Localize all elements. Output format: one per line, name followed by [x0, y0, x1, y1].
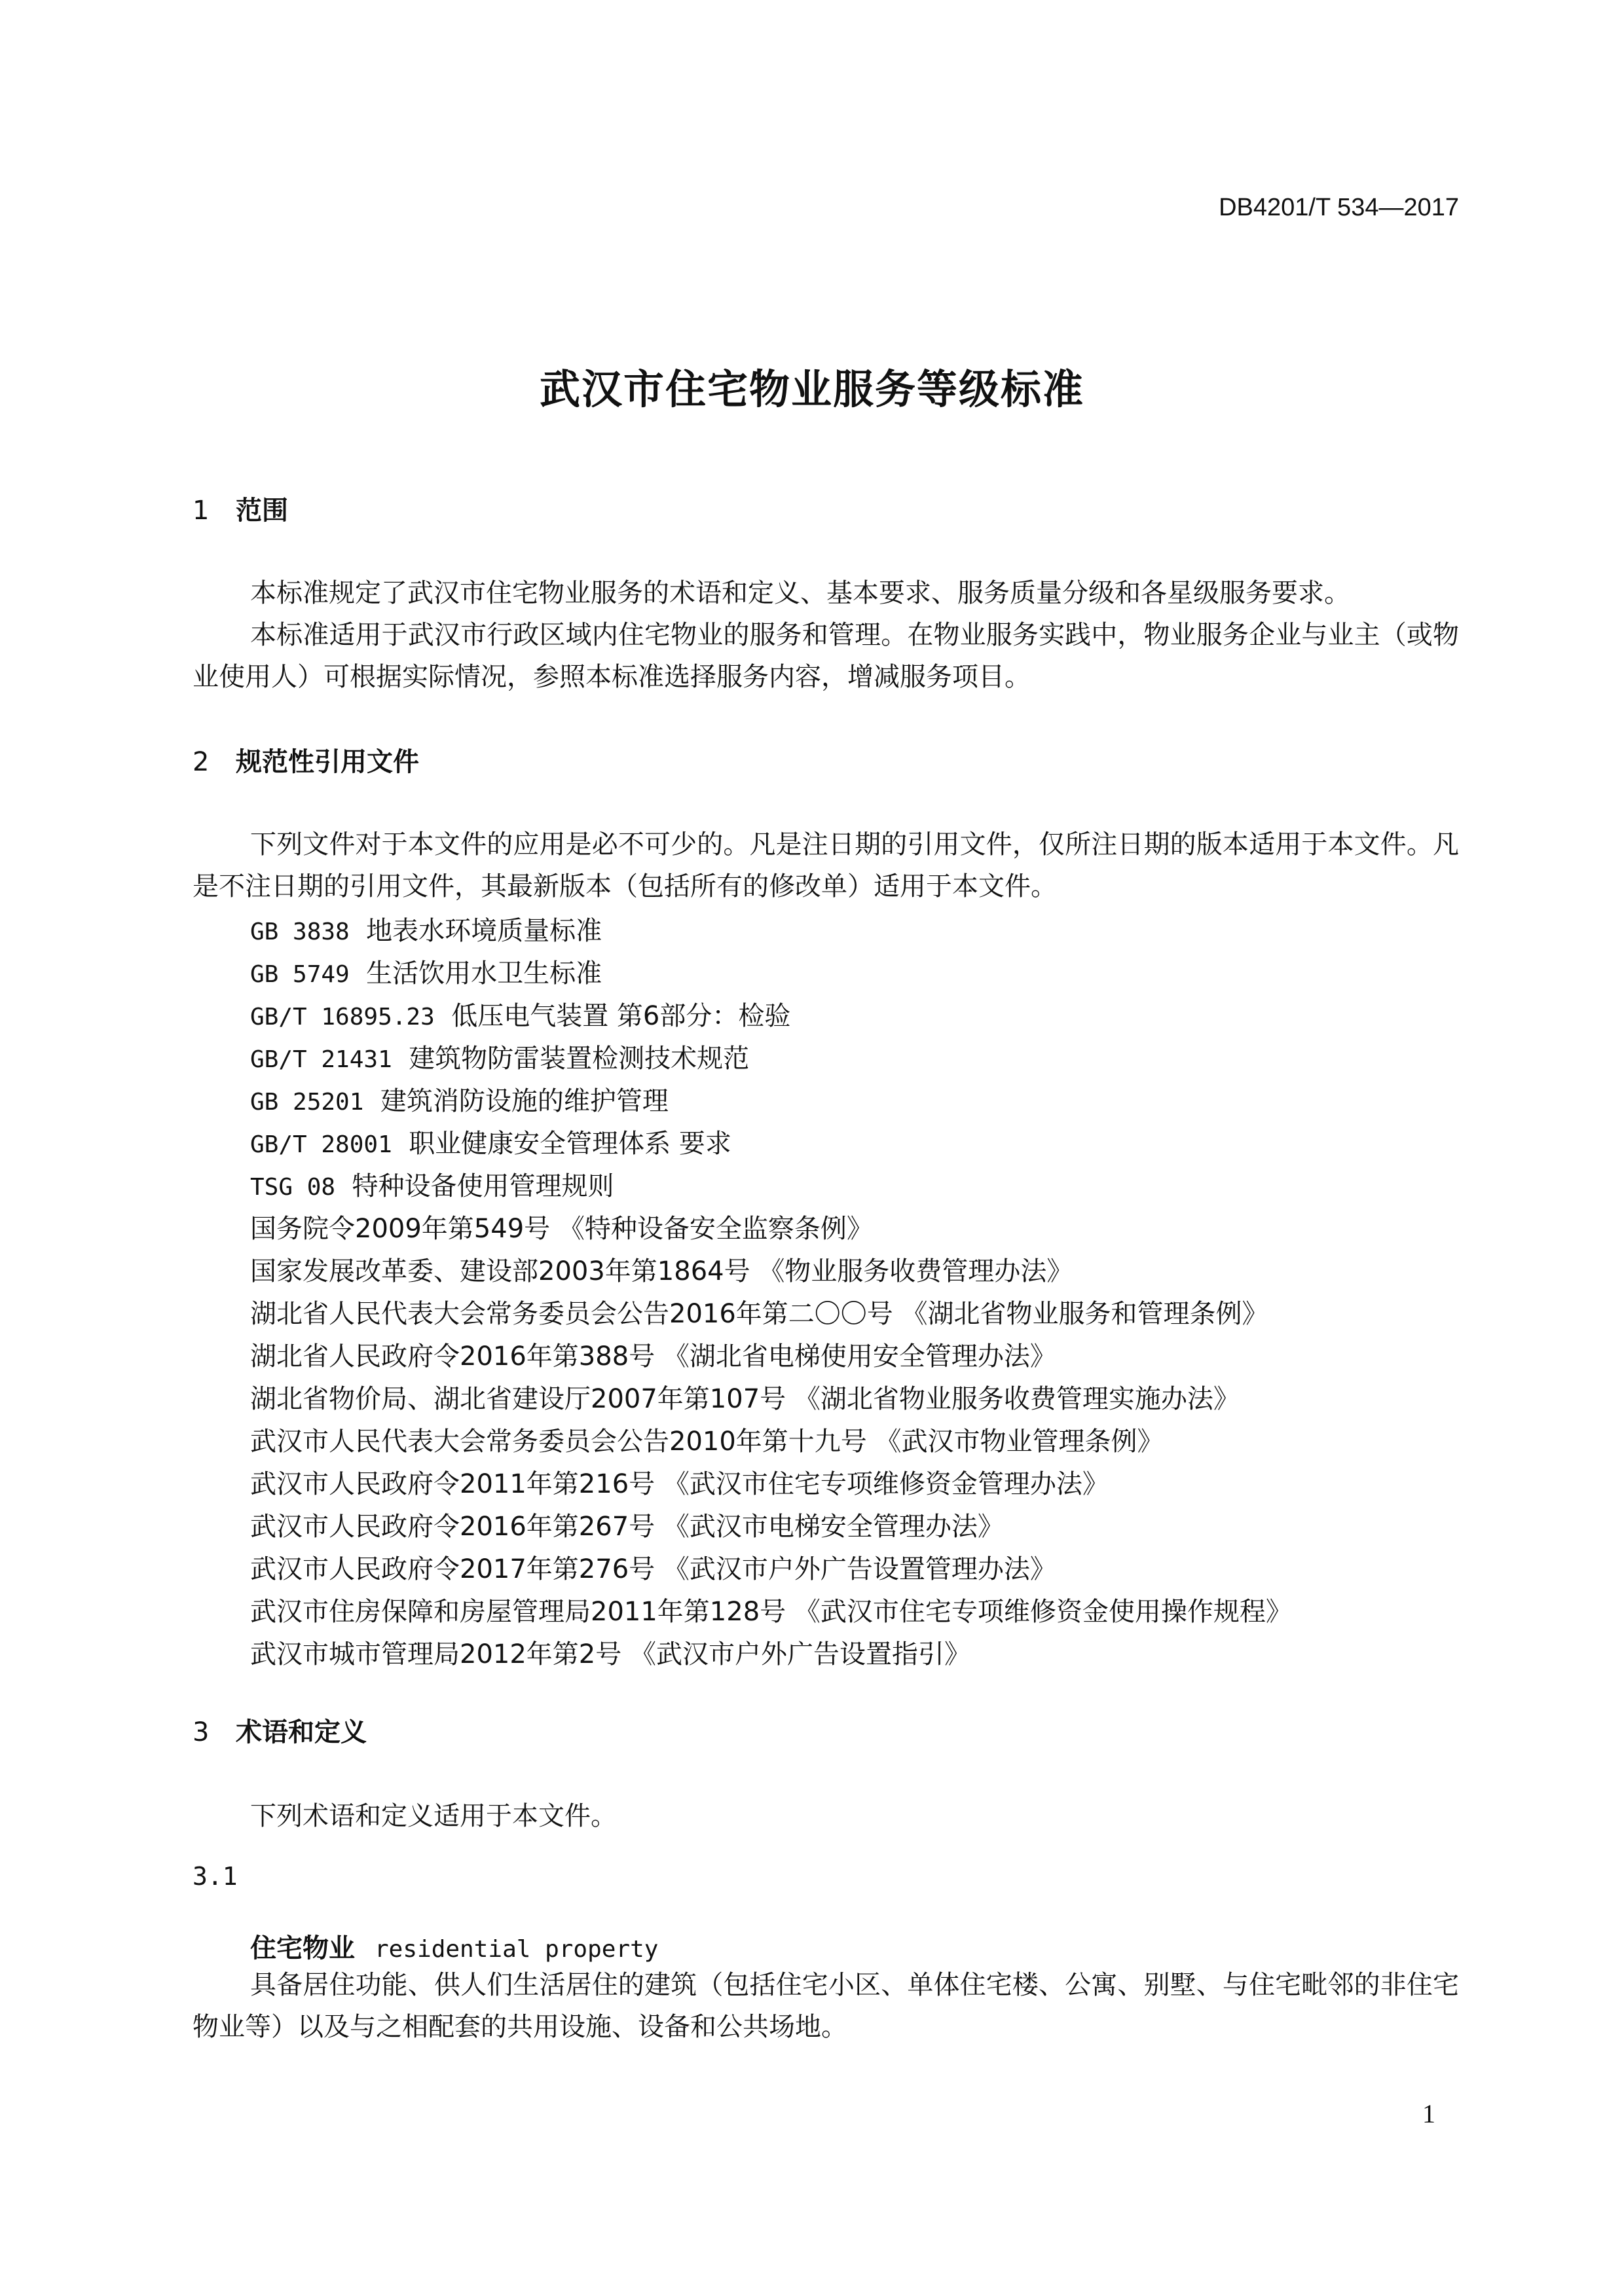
reference-item [250, 1463, 1109, 1501]
reference-item [250, 1506, 1004, 1543]
reference-code: GB/T 21431 [250, 1046, 392, 1073]
reference-code: 国家发展改革委、建设部2003年第1864号 [250, 1256, 750, 1286]
section-title: 范围 [236, 496, 288, 526]
reference-title: 生活饮用水卫生标准 [366, 958, 602, 989]
section-2-intro: 下列文件对于本文件的应用是必不可少的。凡是注日期的引用文件，仅所注日期的版本适用于本文件。凡是不注日期的引用文件，其最新版本（包括所有的修改单）适用于本文件。 [193, 829, 1459, 902]
reference-code: 武汉市人民政府令2017年第276号 [250, 1554, 655, 1584]
reference-title: 《武汉市电梯安全管理办法》 [663, 1512, 1004, 1542]
reference-code: TSG 08 [250, 1174, 336, 1201]
reference-title: 特种设备使用管理规则 [352, 1171, 614, 1201]
section-title: 规范性引用文件 [236, 747, 419, 777]
reference-item [250, 1080, 669, 1118]
reference-code: 湖北省人民代表大会常务委员会公告2016年第二〇〇号 [250, 1299, 893, 1329]
document-number: DB4201/T 534—2017 [1219, 194, 1459, 221]
reference-item [250, 1208, 873, 1245]
section-1-heading [193, 490, 288, 527]
reference-title: 《武汉市户外广告设置指引》 [629, 1639, 970, 1669]
reference-title: 建筑消防设施的维护管理 [380, 1086, 669, 1116]
reference-code: 武汉市人民政府令2016年第267号 [250, 1512, 655, 1542]
section-1-paragraph-1: 本标准规定了武汉市住宅物业服务的术语和定义、基本要求、服务质量分级和各星级服务要求。 [250, 578, 1350, 608]
reference-title: 建筑物防雷装置检测技术规范 [409, 1044, 750, 1074]
section-number: 1 [193, 496, 210, 526]
reference-item [250, 1250, 1073, 1288]
reference-title: 《武汉市住宅专项维修资金管理办法》 [663, 1469, 1109, 1499]
reference-item [250, 1293, 1268, 1330]
reference-title: 低压电气装置 第6部分：检验 [451, 1001, 791, 1031]
reference-item [250, 1591, 1292, 1628]
section-2-heading [193, 741, 419, 778]
reference-title: 《特种设备安全监察条例》 [558, 1214, 873, 1244]
reference-item [250, 1336, 1056, 1373]
term-entry [250, 1927, 658, 1965]
subsection-number: 3.1 [193, 1862, 238, 1891]
reference-title: 《物业服务收费管理办法》 [758, 1256, 1073, 1286]
reference-item [250, 1123, 731, 1160]
reference-title: 《武汉市物业管理条例》 [875, 1427, 1164, 1457]
term-chinese: 住宅物业 [250, 1933, 355, 1963]
reference-title: 地表水环境质量标准 [366, 916, 602, 946]
reference-code: 武汉市城市管理局2012年第2号 [250, 1639, 622, 1669]
section-3-heading [193, 1711, 367, 1749]
reference-item [250, 1633, 970, 1671]
section-1-paragraph-2: 本标准适用于武汉市行政区域内住宅物业的服务和管理。在物业服务实践中，物业服务企业与业主（或物业使用人）可根据实际情况，参照本标准选择服务内容，增减服务项目。 [193, 620, 1459, 692]
reference-item [250, 1038, 749, 1075]
reference-title: 《武汉市户外广告设置管理办法》 [663, 1554, 1056, 1584]
term-english: residential property [375, 1936, 659, 1963]
reference-item [250, 910, 602, 947]
reference-code: 武汉市住房保障和房屋管理局2011年第128号 [250, 1597, 786, 1627]
reference-item [250, 995, 790, 1032]
reference-code: GB/T 16895.23 [250, 1004, 435, 1030]
reference-item [250, 1421, 1164, 1458]
section-title: 术语和定义 [236, 1717, 367, 1747]
reference-item [250, 1165, 614, 1203]
reference-code: GB 5749 [250, 961, 350, 988]
section-number: 2 [193, 747, 210, 777]
section-number: 3 [193, 1717, 210, 1747]
reference-title: 《湖北省电梯使用安全管理办法》 [663, 1341, 1056, 1372]
reference-item [250, 1548, 1056, 1586]
reference-title: 《武汉市住宅专项维修资金使用操作规程》 [794, 1597, 1292, 1627]
reference-title: 职业健康安全管理体系 要求 [409, 1129, 731, 1159]
page-title: 武汉市住宅物业服务等级标准 [539, 365, 1084, 413]
reference-code: GB 25201 [250, 1089, 364, 1116]
reference-item [250, 1378, 1240, 1415]
reference-code: 湖北省人民政府令2016年第388号 [250, 1341, 655, 1372]
reference-code: 湖北省物价局、湖北省建设厅2007年第107号 [250, 1384, 786, 1414]
reference-code: 国务院令2009年第549号 [250, 1214, 551, 1244]
page-number: 1 [1422, 2099, 1435, 2128]
term-definition: 具备居住功能、供人们生活居住的建筑（包括住宅小区、单体住宅楼、公寓、别墅、与住宅毗邻的非住宅物业等）以及与之相配套的共用设施、设备和公共场地。 [193, 1970, 1459, 2042]
reference-code: GB 3838 [250, 919, 350, 945]
reference-code: GB/T 28001 [250, 1131, 392, 1158]
reference-title: 《湖北省物业服务和管理条例》 [901, 1299, 1268, 1329]
reference-code: 武汉市人民政府令2011年第216号 [250, 1469, 655, 1499]
reference-title: 《湖北省物业服务收费管理实施办法》 [794, 1384, 1240, 1414]
section-3-intro: 下列术语和定义适用于本文件。 [250, 1801, 617, 1831]
reference-item [250, 953, 602, 990]
reference-code: 武汉市人民代表大会常务委员会公告2010年第十九号 [250, 1427, 867, 1457]
